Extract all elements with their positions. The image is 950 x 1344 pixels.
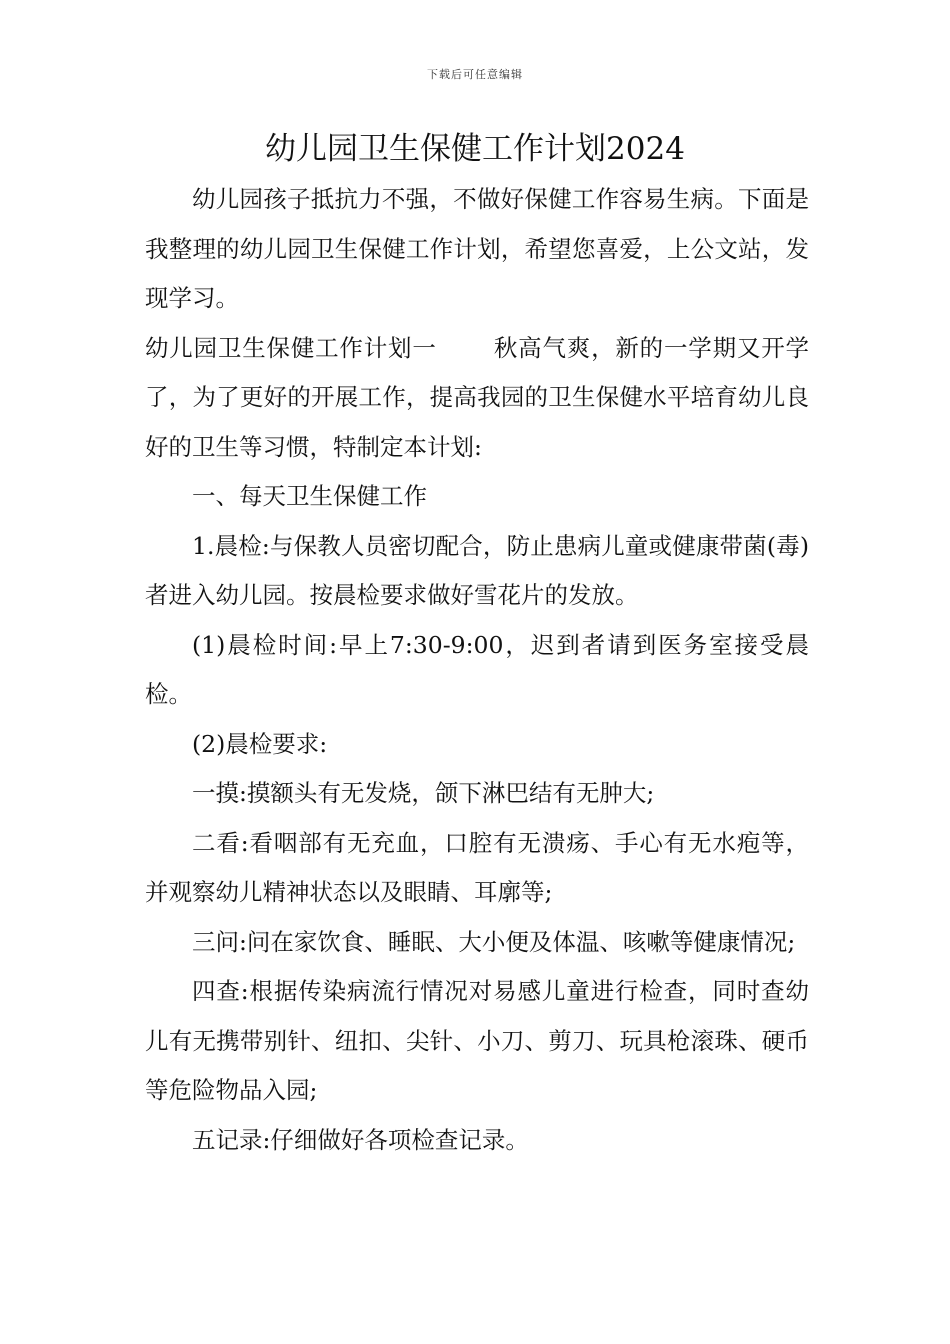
section-heading-1: 一、每天卫生保健工作 xyxy=(192,482,427,510)
step-look: 二看:看咽部有无充血，口腔有无溃疡、手心有无水疱等，并观察幼儿精神状态以及眼睛、耳廓等; xyxy=(145,828,809,906)
document-title: 幼儿园卫生保健工作计划2024 xyxy=(265,131,685,167)
step-ask: 三问:问在家饮食、睡眠、大小便及体温、咳嗽等健康情况; xyxy=(192,927,796,956)
document-body xyxy=(145,175,809,1165)
step-touch: 一摸:摸额头有无发烧，颌下淋巴结有无肿大; xyxy=(192,779,655,807)
intro-paragraph: 幼儿园孩子抵抗力不强，不做好保健工作容易生病。下面是我整理的幼儿园卫生保健工作计划，希望您喜爱，上公文站，发现学习。 xyxy=(145,185,809,312)
item-morning-check: 1.晨检:与保教人员密切配合，防止患病儿童或健康带菌(毒)者进入幼儿园。按晨检要求做好雪花片的发放。 xyxy=(145,531,809,609)
plan-paragraph xyxy=(145,324,809,473)
item-morning-check-time: (1)晨检时间:早上7:30-9:00，迟到者请到医务室接受晨检。 xyxy=(145,630,809,708)
plan-heading: 幼儿园卫生保健工作计划一 xyxy=(145,333,437,362)
plan-opening: 秋高气爽，新的一学期又开学了，为了更好的开展工作，提高我园的卫生保健水平培育幼儿良好的卫生等习惯，特制定本计划: xyxy=(145,333,810,461)
item-morning-check-requirements: (2)晨检要求: xyxy=(192,729,328,758)
step-record: 五记录:仔细做好各项检查记录。 xyxy=(192,1125,529,1154)
step-check: 四查:根据传染病流行情况对易感儿童进行检查，同时查幼儿有无携带别针、纽扣、尖针、小刀、剪刀、玩具枪滚珠、硬币等危险物品入园; xyxy=(145,977,809,1104)
header-note: 下载后可任意编辑 xyxy=(427,68,523,81)
